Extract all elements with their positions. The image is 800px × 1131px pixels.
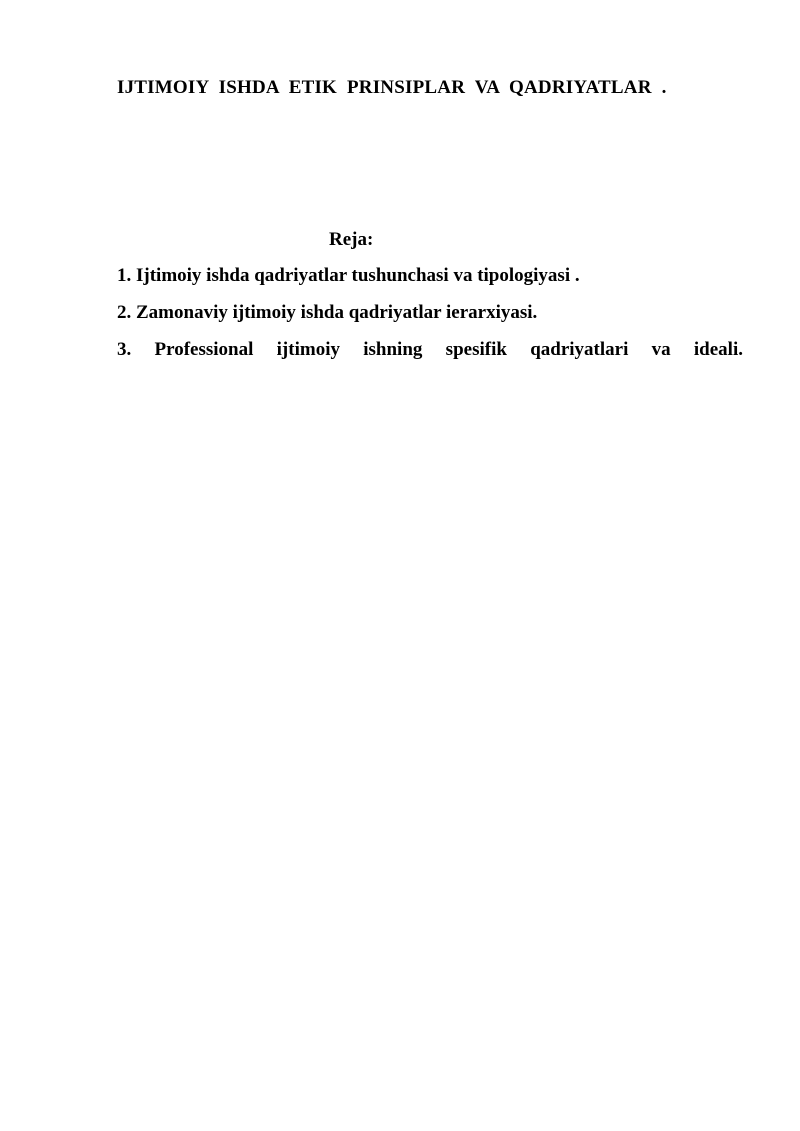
plan-item-3: [117, 338, 743, 362]
plan-heading: Reja:: [329, 229, 374, 250]
plan-item-word: Professional: [154, 339, 254, 360]
plan-item-word: qadriyatlari: [530, 339, 629, 360]
plan-item-word: ideali.: [693, 339, 743, 360]
plan-item-word: spesifik: [445, 339, 507, 360]
plan-item-word: ijtimoiy: [276, 339, 340, 360]
plan-item-word: va: [651, 339, 671, 360]
plan-item-word: ishning: [363, 339, 423, 360]
plan-item-2: 2. Zamonaviy ijtimoiy ishda qadriyatlar ierarxiyasi.: [117, 302, 538, 323]
plan-list: [117, 264, 743, 375]
plan-item-word: 3.: [117, 339, 132, 360]
document-title: IJTIMOIY ISHDA ETIK PRINSIPLAR VA QADRIYATLAR .: [117, 77, 667, 98]
plan-item-1: 1. Ijtimoiy ishda qadriyatlar tushunchasi va tipologiyasi .: [117, 265, 580, 286]
